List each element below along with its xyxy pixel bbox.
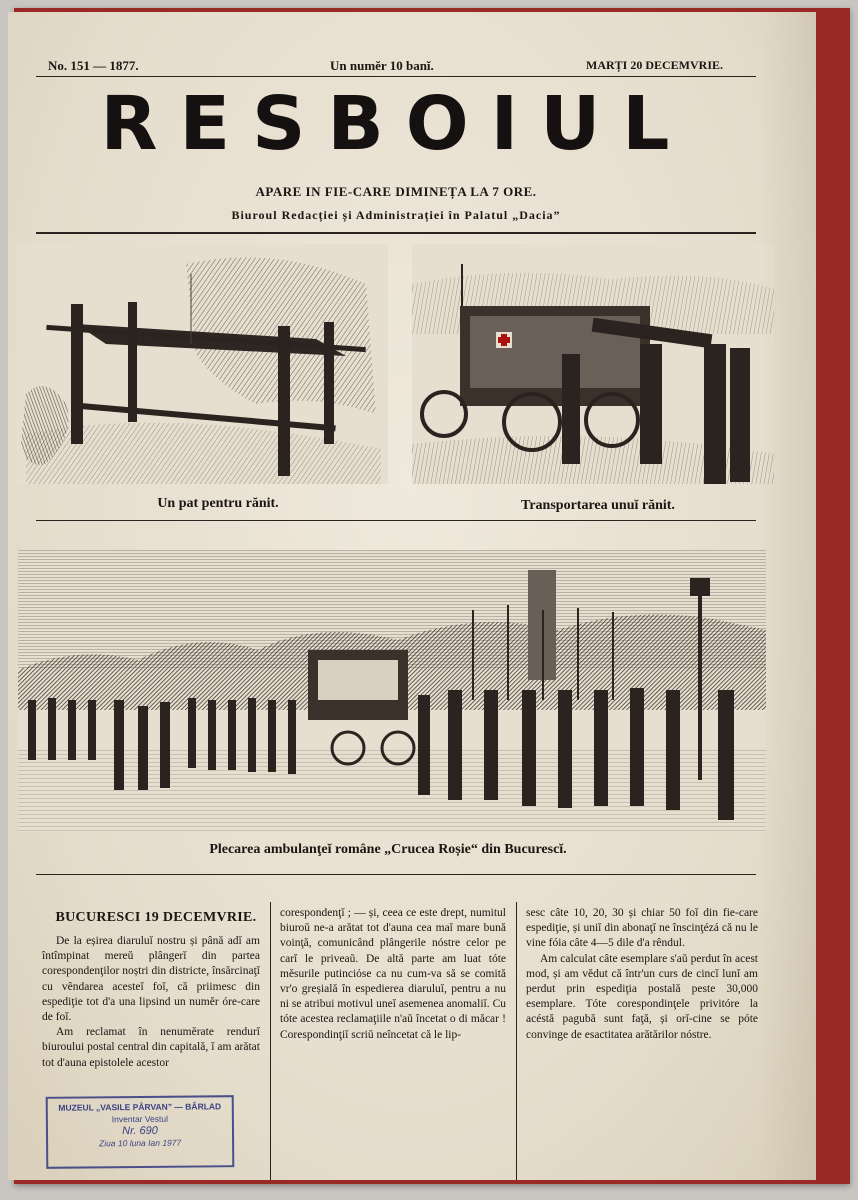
page-edge-shadow [758,12,816,1180]
museum-inventory-stamp [46,1095,235,1169]
article-column-1 [42,934,260,1071]
engraving-ambulance-departure [18,550,766,832]
stamp-date: Ziua 10 luna Ian 1977 [98,1137,182,1149]
article-column-2 [280,906,506,1043]
article-column-3 [526,906,758,1043]
masthead-rule [36,232,756,234]
article-paragraph: Am calculat câte esemplare s'aŭ perdut în acest mod, și am vĕdut că într'un curs de cincĭ lunĭ am perdut prin espediţia postală peste 30,000 esemplare. Tóte corespondinţele privitóre la acéstă pagubă sunt faţă, și orĭ-cine se póte convinge de esactitatea arătărilor nóstre. [526,952,758,1041]
header-rule [36,76,756,77]
section-rule-1 [36,520,756,521]
caption-stretcher-bed: Un pat pentru rănit. [157,496,279,511]
stamp-inventory-number: Nr. 690 [122,1124,158,1138]
caption-ambulance-departure: Plecarea ambulanţeĭ române „Crucea Roșie“ din Bucurescĭ. [209,842,567,857]
stamp-museum-name: MUZEUL „VASILE PÂRVAN” — BÂRLAD [58,1101,222,1113]
issue-date: MARȚI 20 DECEMVRIE. [586,58,724,72]
column-rule-1 [270,902,271,1180]
issue-number: No. 151 — 1877. [48,58,139,73]
stamp-inventory-label: Inventar Vestul [111,1113,169,1125]
section-rule-2 [36,874,756,875]
engraving-stretcher-bed [16,244,388,484]
issue-price: Un numĕr 10 banĭ. [330,58,434,73]
engraving-ambulance-wagon [412,244,774,484]
article-paragraph: corespondenţĭ ; — și, ceea ce este drept, numitul biuroŭ ne-a arătat tot d'auna cea maĭ mare bună voinţă, comunicând plângerile nóstre celor pe carĭ le priveaŭ. De altă parte am luat tóte mĕsurile putinciόse ca nu cum-va să se comită vr'o greșială în espedierea diaruluĭ, pentru a nu ni se atribui motivul uneĭ asemenea anomaliĭ. Cu tóte acestea reclamaţiile n'aŭ încetat o di măcar ! Corespondinţiĭ scriŭ neîncetat că le lip- [280,907,506,1041]
masthead-subtitle: APARE IN FIE-CARE DIMINEȚA LA 7 ORE. [255,184,537,199]
article-heading: BUCURESCI 19 DECEMVRIE. [55,910,257,925]
masthead-title: RESBOIUL [100,81,692,167]
newspaper-page [8,12,816,1180]
column-rule-2 [516,902,517,1180]
article-paragraph: De la eșirea diaruluĭ nostru și până adĭ am întîmpinat mereŭ plângerĭ din partea corespondenţilor noștri din districte, însărcinaţĭ cu vêndarea acesteĭ foĭ, că priimesc din espediţie tot d'a una lipsind un numĕr óre-care de foĭ. [42,935,260,1024]
caption-ambulance-wagon: Transportarea unuĭ rănit. [521,498,675,513]
masthead-address: Biuroul Redacției și Administrației în Palatul „Dacia” [231,208,561,222]
article-paragraph: Am reclamat în nenumĕrate rendurĭ biuroului postal central din capitală, ĭ am arătat tot d'auna epistolele acestor [42,1026,260,1069]
article-paragraph: sesc câte 10, 20, 30 și chiar 50 foĭ din fie-care espediţie, și uniĭ din abonaţĭ ne înscinţézá că nu le vine fóia câte 4—5 dile d'a rêndul. [526,907,758,950]
